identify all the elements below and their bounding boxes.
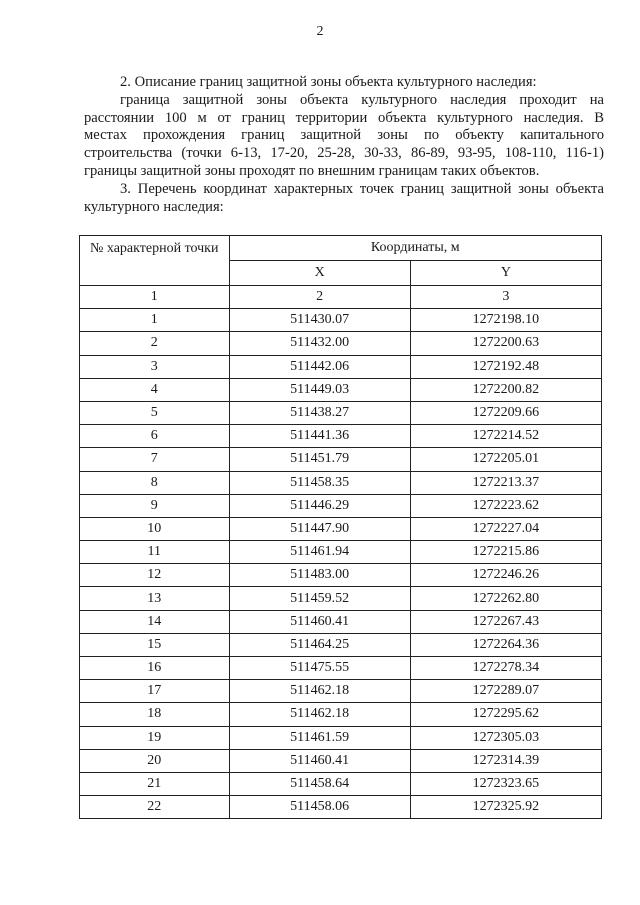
point-number-cell: 4 xyxy=(80,378,230,401)
section-2-line-1: граница защитной зоны объекта культурного наследия проходит на xyxy=(120,91,604,108)
table-row xyxy=(80,726,602,749)
table-row xyxy=(80,448,602,471)
x-coordinate-cell: 511447.90 xyxy=(229,517,410,540)
point-number-cell: 19 xyxy=(80,726,230,749)
section-3-line-2: культурного наследия: xyxy=(84,198,224,215)
x-coordinate-cell: 511449.03 xyxy=(229,378,410,401)
point-number-cell: 17 xyxy=(80,680,230,703)
point-number-cell: 8 xyxy=(80,471,230,494)
table-row xyxy=(80,587,602,610)
x-coordinate-cell: 511459.52 xyxy=(229,587,410,610)
y-coordinate-cell: 1272227.04 xyxy=(410,517,601,540)
point-number-cell: 9 xyxy=(80,494,230,517)
column-number-2: 2 xyxy=(229,286,410,309)
x-coordinate-cell: 511483.00 xyxy=(229,564,410,587)
y-coordinate-cell: 1272325.92 xyxy=(410,796,601,819)
point-number-cell: 1 xyxy=(80,309,230,332)
x-coordinate-cell: 511458.64 xyxy=(229,772,410,795)
header-x: X xyxy=(229,260,410,285)
y-coordinate-cell: 1272198.10 xyxy=(410,309,601,332)
point-number-cell: 6 xyxy=(80,425,230,448)
table-row xyxy=(80,633,602,656)
table-row xyxy=(80,657,602,680)
header-coordinates: Координаты, м xyxy=(229,236,601,261)
y-coordinate-cell: 1272192.48 xyxy=(410,355,601,378)
table-row xyxy=(80,425,602,448)
x-coordinate-cell: 511446.29 xyxy=(229,494,410,517)
x-coordinate-cell: 511442.06 xyxy=(229,355,410,378)
point-number-cell: 14 xyxy=(80,610,230,633)
document-body xyxy=(84,74,604,216)
y-coordinate-cell: 1272209.66 xyxy=(410,401,601,424)
y-coordinate-cell: 1272278.34 xyxy=(410,657,601,680)
page-number: 2 xyxy=(316,24,324,39)
point-number-cell: 15 xyxy=(80,633,230,656)
y-coordinate-cell: 1272200.82 xyxy=(410,378,601,401)
y-coordinate-cell: 1272323.65 xyxy=(410,772,601,795)
column-number-3: 3 xyxy=(410,286,601,309)
y-coordinate-cell: 1272295.62 xyxy=(410,703,601,726)
point-number-cell: 11 xyxy=(80,541,230,564)
point-number-cell: 18 xyxy=(80,703,230,726)
y-coordinate-cell: 1272314.39 xyxy=(410,749,601,772)
section-2-line-2: расстоянии 100 м от границ территории объекта культурного наследия. В xyxy=(84,109,604,126)
section-2-heading: 2. Описание границ защитной зоны объекта культурного наследия: xyxy=(120,74,537,90)
point-number-cell: 2 xyxy=(80,332,230,355)
point-number-cell: 21 xyxy=(80,772,230,795)
x-coordinate-cell: 511458.35 xyxy=(229,471,410,494)
y-coordinate-cell: 1272246.26 xyxy=(410,564,601,587)
y-coordinate-cell: 1272223.62 xyxy=(410,494,601,517)
header-y: Y xyxy=(410,260,601,285)
x-coordinate-cell: 511460.41 xyxy=(229,610,410,633)
table-row xyxy=(80,309,602,332)
section-3-line-1: 3. Перечень координат характерных точек границ защитной зоны объекта xyxy=(120,180,604,197)
coordinates-table-body xyxy=(80,309,602,819)
section-2-line-4: строительства (точки 6-13, 17-20, 25-28, 30-33, 86-89, 93-95, 108-110, 116-1) xyxy=(84,145,604,162)
column-number-1: 1 xyxy=(80,286,230,309)
y-coordinate-cell: 1272264.36 xyxy=(410,633,601,656)
point-number-cell: 13 xyxy=(80,587,230,610)
x-coordinate-cell: 511451.79 xyxy=(229,448,410,471)
x-coordinate-cell: 511475.55 xyxy=(229,657,410,680)
x-coordinate-cell: 511460.41 xyxy=(229,749,410,772)
x-coordinate-cell: 511461.94 xyxy=(229,541,410,564)
table-row xyxy=(80,703,602,726)
table-row xyxy=(80,610,602,633)
x-coordinate-cell: 511438.27 xyxy=(229,401,410,424)
y-coordinate-cell: 1272289.07 xyxy=(410,680,601,703)
point-number-cell: 5 xyxy=(80,401,230,424)
table-row xyxy=(80,749,602,772)
x-coordinate-cell: 511461.59 xyxy=(229,726,410,749)
y-coordinate-cell: 1272267.43 xyxy=(410,610,601,633)
y-coordinate-cell: 1272200.63 xyxy=(410,332,601,355)
table-row xyxy=(80,680,602,703)
table-row xyxy=(80,796,602,819)
y-coordinate-cell: 1272214.52 xyxy=(410,425,601,448)
table-row xyxy=(80,541,602,564)
table-row xyxy=(80,517,602,540)
y-coordinate-cell: 1272215.86 xyxy=(410,541,601,564)
y-coordinate-cell: 1272205.01 xyxy=(410,448,601,471)
point-number-cell: 3 xyxy=(80,355,230,378)
x-coordinate-cell: 511462.18 xyxy=(229,703,410,726)
x-coordinate-cell: 511432.00 xyxy=(229,332,410,355)
x-coordinate-cell: 511462.18 xyxy=(229,680,410,703)
coordinates-table xyxy=(79,235,602,819)
table-row xyxy=(80,564,602,587)
x-coordinate-cell: 511458.06 xyxy=(229,796,410,819)
table-row xyxy=(80,772,602,795)
x-coordinate-cell: 511430.07 xyxy=(229,309,410,332)
y-coordinate-cell: 1272262.80 xyxy=(410,587,601,610)
point-number-cell: 10 xyxy=(80,517,230,540)
section-2-line-5: границы защитной зоны проходят по внешним границам таких объектов. xyxy=(84,162,540,179)
point-number-cell: 12 xyxy=(80,564,230,587)
x-coordinate-cell: 511441.36 xyxy=(229,425,410,448)
point-number-cell: 20 xyxy=(80,749,230,772)
table-row xyxy=(80,471,602,494)
table-row xyxy=(80,332,602,355)
point-number-cell: 7 xyxy=(80,448,230,471)
point-number-cell: 22 xyxy=(80,796,230,819)
y-coordinate-cell: 1272213.37 xyxy=(410,471,601,494)
table-row xyxy=(80,494,602,517)
table-row xyxy=(80,401,602,424)
x-coordinate-cell: 511464.25 xyxy=(229,633,410,656)
table-row xyxy=(80,355,602,378)
table-row xyxy=(80,378,602,401)
section-2-line-3: местах прохождения границ защитной зоны по объекту капитального xyxy=(84,127,604,144)
header-point-number: № характерной точки xyxy=(80,236,230,286)
point-number-cell: 16 xyxy=(80,657,230,680)
y-coordinate-cell: 1272305.03 xyxy=(410,726,601,749)
